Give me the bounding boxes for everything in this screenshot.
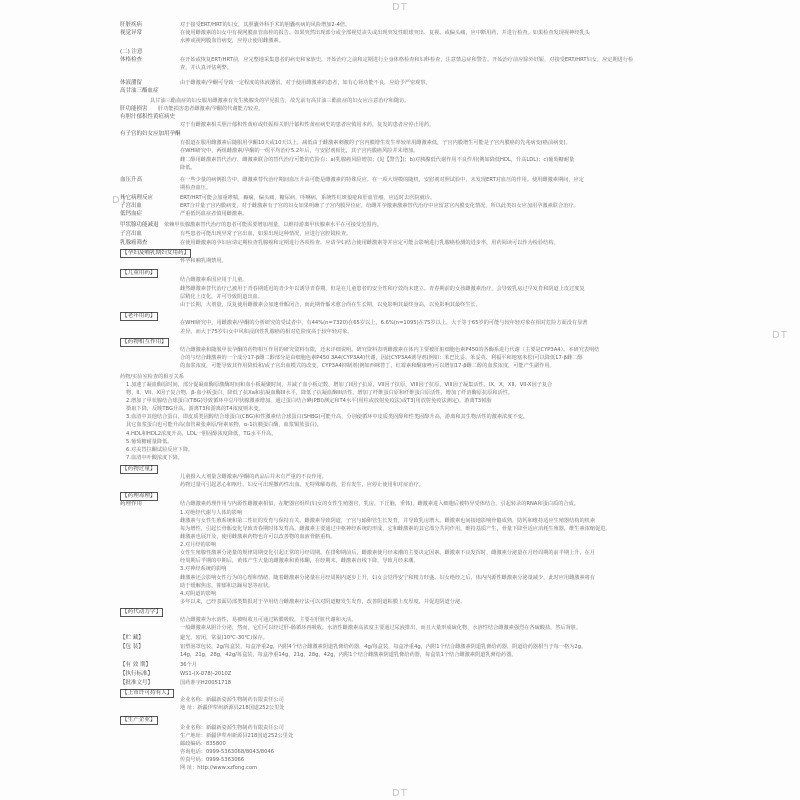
body-text-line: 国药准字H20051718 (180, 680, 232, 686)
body-text-line: 的血浆浓度，可能导致其作用降低和/或子宫出血模式的改变。CYP3A4抑制剂(例如西咪替丁，红霉素和酮康唑)可以增加17-β雌二醇的血浆浓度，可能产生副作用。 (180, 363, 555, 369)
body-text-line: 2.对月经的影响 (180, 542, 217, 548)
section-label: 体格检查 (120, 57, 143, 63)
section-label: 【批准文号】 (120, 680, 154, 686)
body-text-line: 雌激素与女性生殖系统和第二性征的发育与保持有关。雌激素导致阴道，子宫与输卵管生长发育，并导致乳房增大。雌激素也间接地影响骨骼成熟，防钙和维持适应生殖器结构的机素 (180, 518, 596, 524)
body-text-line: 避光，密闭，常温(10℃-30℃)保存。 (180, 635, 268, 641)
body-text-line: 传真号码：0999-5363066 (180, 757, 245, 763)
body-text-line: 具甘油三酯血症的妇女服用雌激素有发生胰腺炎的罕见报告，故先前有高甘油三酯血症的妇女应注意治疗和随访。 (150, 98, 410, 104)
body-text-line: 2.增加了甲状腺结合球蛋白(TBG)导致循环中总甲状腺激素增加，通过蛋白结合碘(PBI)测定和T4水平(用柱或放射免疫法)或T3(用放射免疫法测定)，游离T3树脂 (126, 398, 492, 404)
body-text-line: 肝功能损害患者雌激素/孕酮的代谢能力较差。 (158, 106, 264, 112)
body-text-line: 对于有雌激素相关胆汁郁积性黄疸或妊娠相关胆汁郁积性黄疸病史的患者应慎用本药，复发的患者应停止用药。 (180, 122, 435, 128)
section-label: 高甘油三酯血症 (120, 88, 159, 94)
body-text-line: 3.对神经系统的影响 (180, 566, 227, 572)
body-text-line: 在WHI研究中，两组雌激素/孕酮的一组平均治疗5.2年后，与安慰剂相比，其子宫内膜癌风险并未增加。 (180, 148, 419, 154)
section-label: 甲状腺功能减退 (120, 222, 159, 228)
body-text-line: 儿童摄入大剂量含雌激素/孕酮的药品后并未有严重的不良作用。 (180, 474, 327, 480)
body-text-line: 经周期后半期的中期后，黄体产生大量的雌激素和黄体酮，在经期末，雌激素直线下降，导致月经来潮。 (180, 558, 419, 564)
section-label: 肝脏疾病 (120, 22, 143, 28)
body-text-line: ERT/HRT可能会加重哮喘，癫痫，偏头痛，糖尿病，卟啉病，系统性红斑狼疮和肝血管瘤，应适时去医院就诊。 (180, 195, 436, 201)
body-text-line: 企业名称：新疆新姿源生物制药有限责任公司 (180, 725, 284, 731)
body-text-line: 降低。 (180, 165, 196, 171)
body-text-line: 有些患者可能出现异常子宫出血，如果出现这种情况，应进行宫腔镜检查。 (180, 231, 352, 237)
body-text-line: 由于长期，大剂量，反复使用雌激素会加速骨骺闭合，而此期骨骺未愈合尚在生长期，以免影响其最终身高，以免影响其最终生长。 (180, 302, 481, 308)
body-text-line: 7.血清中叶酸浓度下降。 (126, 455, 183, 461)
body-text-line: 一般雌激素从胆汁分泌，然而，它们可以经过肝-肠循环再吸收。水溶性雌激素高浓度主要通过尿液排出，而且大量形成硫化物，水溶性结合雌激素强烈在各硫酸盐，然后肾脏。 (180, 625, 582, 631)
section-label: 有胆汁郁积性黄疸病史 (120, 114, 176, 120)
body-text-line: 严重低钙血症者慎用雌激素。 (180, 211, 248, 217)
section-label: 【包 装】 (120, 644, 144, 650)
watermark-right: DT (772, 330, 788, 341)
body-text-line: 雌然雌激素替代治疗已被用于青春期延迟的青少年以诱导青春期，但是在儿童患者的安全性和疗效尚未建立。青春期前的女孩雌激素治疗，会导致乳房过早发育和阴道上皮过度复 (180, 286, 585, 292)
body-text-line: 层精化上皮化，并可导致阴道出血。 (180, 294, 264, 300)
body-text-line: 咨询电话：0999-5363068/8043/8046 (180, 749, 275, 755)
body-text-line: 依赖甲状腺激素替代治疗的患者可能需要增加剂量，以维持游离甲状腺素水平在可接受范围内。 (164, 222, 382, 228)
body-text-line: 有报道在服用雌激素后随服用孕酮10天或10天以上，减低由于雌激素刺激的子宫内膜增生发生率较单用雌激素低，子宫内膜增生可能是子宫内膜癌的先兆病变(癌前病变)。 (180, 140, 571, 146)
body-text-line: 药物过量可引起恶心和呕吐，妇女可出现撤药性出血。无特殊解毒剂，若有发生，应停止使用和对症治疗。 (180, 482, 424, 488)
body-text-line: 在使用雌激素的孕妇应请定期检查乳腺癌和定期进行各项检查，应请孕妇结合使用雌激素等并应定可能会影响进行乳腺癌检测的进步率，用药阅读可以作为检验结构。 (180, 240, 559, 246)
body-text-line: 企业名称：新疆新姿源生物制药有限责任公司 (180, 697, 284, 703)
body-text-line: 地 址：新疆伊犁州新源县218国道252公里处 (180, 705, 285, 711)
body-text-line: 4.HDL和HDL2浓度升高，LDL一胆固醇浓度降低，TG水平升高。 (126, 431, 277, 437)
section-label: 体液潴留 (120, 80, 143, 86)
body-text-line: 助于缓解焦虑，抑郁和急躁易怒等症状。 (180, 583, 274, 589)
watermark-bottom: DT (392, 788, 408, 799)
body-text-line: 邮政编码：835800 (180, 741, 226, 747)
section-label: 子宫出血 (120, 203, 143, 209)
body-text-line: 女性生殖腺性激素分泌量的规律周期变化引起正常的月经周期。在排卵期前后，雌激素使月经来潮的主要决定因素。雌激素不良发挥时，雌激素分泌量在月经周期的前半期上升，在月 (180, 550, 596, 556)
section-heading: 【药物相互作用】 (122, 339, 167, 345)
body-text-line: 在使用雌激素的妇女中有视网膜血管血栓的报告。如果突然出现部分或全部视觉丧失或出现突发性眼球突出、复视、或偏头痛，应中断用药，并进行检查。如果检查发现视神经乳头 (180, 30, 590, 36)
body-text-line: 其它血浆蛋白也可能升高(血管紧张素原/肾素底物，α-1抗胰蛋白酶，血浆铜蓝蛋白)。 (126, 422, 322, 428)
body-text-line: ERT合并量子宫内膜病变，对于雌激素有子宫的妇女如果明确了子宫内膜异位症，给雌并孕激素激素替代治疗中应留意宫内膜变化情况。所以此类妇女应加用孕激素联合治疗。 (180, 203, 579, 209)
section-heading: 【药物过量】 (122, 466, 156, 472)
body-text-line: 合的与结合雌激素的一个成分17-β雌二醇部分是由细胞色素P450 3A4(CYP3A4)代谢，因此CYP3A4诱导剂(例如：苯巴比妥、苯妥英、利福平和地塞米松)可以降低17-β雌二醇 (180, 355, 583, 361)
body-text-line: 在开始或恢复ERT/HRT前，应完整地采集患者的病史和家族史，开始治疗之前和定期进行全身体格检查和妇科检查，注意禁忌症和警告。开始治疗前应除外妊娠，对接受ERT/HRT妇女，应定期进行检 (180, 57, 634, 63)
body-text-line: 1.对绝经代谢与人体的影响 (180, 510, 243, 516)
body-text-line: 摄取下降，反映TBG升高。游离T3和游离的T4浓度则未变。 (126, 406, 264, 412)
watermark-left: DT (112, 195, 128, 206)
body-text-line: 由于雌激素/孕酮可导致一定程度的体液潴留，对于使用雌激素的患者，如有心肾功能不良，应给予严密观察。 (180, 80, 431, 86)
section-heading: 【上市许可持有人】 (122, 690, 173, 696)
body-text-line: 3.血清中其他结合蛋白，即皮质类固醇结合球蛋白(CBG)和性激素结合球蛋白(SHBG)可能升高，分别使循环中皮质类固醇和性类固醇升高，游离和其生物活性的激素浓度不变。 (126, 414, 528, 420)
body-text-line: 多年以来，已经表面局部类数报对于孕用结合雌激素疗法可以对阴道糖发生发育，改善阴道粘膜上皮厚度，并促进阴道分泌。 (180, 599, 466, 605)
section-heading: 【老年用药】 (122, 313, 156, 319)
body-text-line: 雌激素还会影响女性行为的心理和情绪，随着雌激素分泌量在月经周期内逐步上升，妇女会觉得安宁和精力旺盛。妇女绝经之后，体内内源性雌激素分泌量减少，此时应用雌激素将有 (180, 575, 596, 581)
body-text-line: 差异。而大于75岁妇女中风和浸润性乳腺癌的相对危险度高于较年轻对象。 (180, 329, 353, 335)
section-label: (二) 注意 (120, 49, 143, 55)
section-label: 【执行标准】 (120, 671, 154, 677)
body-text-line: 铝塑泡罩包装，2g/每盒装，每盒净重2g，内附4个结合雌激素阴道乳膏给药器，4g/每盒装，每盒净重4g，内附1个结合雌激素阴道乳膏给药器，阴道给药器相当于每一格为2g。 (180, 644, 587, 650)
body-text-line: 结合雌激素系国应用于儿童。 (180, 277, 248, 283)
section-heading: 【药理毒理】 (122, 493, 156, 499)
body-text-line: 5.葡萄糖耐量降低。 (126, 439, 173, 445)
section-label: 低钙血症 (120, 211, 143, 217)
section-heading: 【儿童用药】 (122, 270, 156, 276)
body-text-line: 6.对美替拉酮试验反应下降。 (126, 447, 194, 453)
body-text-line: 生产地址：新疆伊犁州新源县218国道252公里处 (180, 733, 294, 739)
body-text-line: 36个月 (180, 662, 197, 668)
body-text-line: 4.对阴道的影响 (180, 591, 217, 597)
body-text-line: 物，II、VII、X因子复合物，β-血小板蛋白，降低了抗Xa和抗凝血酶III水平，降低了抗凝血酶III活性，增加了纤维蛋白原和纤维蛋白原活性，增加了纤溶酶原抗原和活性。 (126, 390, 514, 396)
body-text-line: 14g，21g，28g，42g/每盒装，每盒净重14g，21g，28g，42g，内附1个结合雌激素阴道乳膏给药器，每盒装1个结合雌激素阴道乳膏给药器。 (180, 652, 517, 658)
section-label: 【贮 藏】 (120, 635, 144, 641)
section-heading: 【药代动力学】 (122, 609, 162, 615)
section-heading: 【孕妇及哺乳期妇女用药】 (122, 250, 190, 256)
body-text-line: 在WHI研究中，用雌激素/孕酮的分析研究的受试者中，有44%(n=7320)在65岁以上，6.6%(n=1095)在75岁以上，大于等于65岁的可能与较年轻对象在相对危险方面没有显著 (180, 320, 588, 326)
section-label: 视觉异常 (120, 30, 143, 36)
body-text-line: 结合雌激素为水溶性，易被吸收且可通过粘膜吸收。主要在肝脏代谢和灭活。 (180, 617, 357, 623)
section-label: 血压升高 (120, 177, 143, 183)
body-text-line: 网 址：http://www.xzfong.com (180, 765, 258, 771)
body-text-line: 结合雌激素药理作用与内源性雌激素相似，在靶器官组织(妇女的女性生殖器官，乳房，下丘脑，垂体)，雌激素进入细胞后被特异受体结合，引起转录的RNA和蛋白质的合成。 (180, 501, 579, 507)
section-label: 有子宫的妇女应加用孕酮 (120, 131, 181, 137)
section-label: 其它病理反应 (120, 195, 154, 201)
body-text-line: 期检查血压。 (180, 185, 212, 191)
section-label: 药理作用 (120, 501, 143, 507)
body-text-line: 怀孕和哺乳期禁用。 (180, 258, 227, 264)
section-label: 乳腺癌筛查 (120, 240, 148, 246)
section-label: 肝功能损害 (120, 106, 148, 112)
body-text-line: 雌二醇用雌激素替代治疗，雌激素联合的替代治疗可能的危险有：a)乳腺癌风险增加；(见【警告】)；b)对胰腺低代谢作用不良作用(例如降低HDL，升高LDL)；c)葡萄糖耐量 (180, 157, 575, 163)
section-heading: 【生产企业】 (122, 717, 156, 723)
body-text-line: WS1-(X-078)-2010Z (180, 671, 232, 677)
body-text-line: 水肿或视网膜血管病变，应停止使用雌激素。 (180, 38, 284, 44)
body-text-line: 查，并认真评估利弊。 (180, 65, 232, 71)
body-text-line: 1.加速了凝血酶原时间，部分促凝血酶原激酶时间和血小板凝聚时间，并减了血小板记数，增加了II因子抗原，VII因子抗原，VIII因子抗原，VIII因子凝集活性，IX，X，XII，VII-X因子复合 (126, 382, 553, 388)
body-text-line: 在一些少量的病例报告中，雌激素替代治疗期间血压升高可能是雌激素的特殊反应。在一项大规模的随机，安慰剂对照试验中，未发现ERT对血压的作用。使用雌激素期间，应定 (180, 177, 584, 183)
body-text-line: 结合雌激素和随服甲状孕酮的药物相互作用的研究资料有限，还未详细说明。研究资料表明雌激素在体内主要被肝脏细胞色素P450的各酶系进行代谢（主要是CYP3A4）。本研究表明结 (180, 347, 600, 353)
body-text-line: 对于接受ERT/HRT的妇女，其胆囊外科手术的胆囊疾病的风险增加2-4倍。 (180, 22, 351, 28)
section-label: 子宫出血 (120, 231, 143, 237)
section-label: 【有 效 期】 (120, 662, 151, 668)
body-text-line: 每为增性，引起长骨骺变化导致青春期时体发育高。雌激素主要通过中枢神经系统的形成，它和雌激素的其它部分共同作用，维持基质产生，骨量下降至适应消耗生殖器，维生素浓缩促进。 (180, 526, 611, 532)
body-text-line: 药物/实验室检查的相互关系 (120, 374, 184, 380)
watermark-top: DT (392, 2, 408, 13)
body-text-line: 雌激素也展开及，使用雌激素药物也许可以改善物的血液骨骼重构。 (180, 534, 336, 540)
